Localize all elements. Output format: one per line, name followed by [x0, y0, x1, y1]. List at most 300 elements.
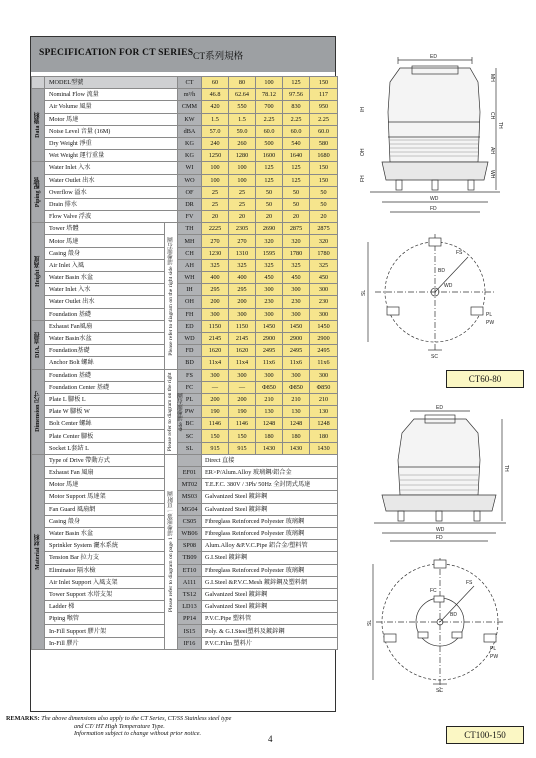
spec-row-unit: OH — [178, 296, 202, 308]
spec-row — [32, 186, 338, 198]
spec-row — [32, 125, 338, 137]
spec-value: 300 — [256, 284, 283, 296]
spec-value: 20 — [202, 211, 229, 223]
plan2-bd: BD — [450, 612, 457, 618]
spec-row — [32, 332, 338, 344]
spec-value: 100 — [229, 162, 256, 174]
spec-row — [32, 296, 338, 308]
spec-value: 300 — [202, 369, 229, 381]
ct100-elevation-diagram — [370, 405, 510, 545]
spec-row-label: Motor 馬達 — [45, 113, 178, 125]
note-right-side-text: Please refer to diagram on the right side 請參照右圖 — [167, 236, 174, 356]
dim-th-2: TH — [503, 465, 509, 472]
material-row-code: TS12 — [178, 588, 202, 600]
spec-value: 300 — [310, 284, 338, 296]
material-row-code: A111 — [178, 576, 202, 588]
dim-fd-2: FD — [436, 535, 443, 541]
spec-value: 50 — [256, 198, 283, 210]
spec-value: 11x6 — [310, 357, 338, 369]
plan2-sl: SL — [367, 619, 373, 626]
ct60-plan-diagram — [360, 232, 510, 362]
spec-row-unit: dBA — [178, 125, 202, 137]
spec-value: 100 — [202, 162, 229, 174]
material-row-label: Motor Support 馬達架 — [45, 491, 165, 503]
material-row — [32, 601, 338, 613]
spec-row-label: Water Inlet 入水 — [45, 162, 178, 174]
spec-value: 190 — [229, 406, 256, 418]
spec-row — [32, 259, 338, 271]
spec-value: 2875 — [310, 223, 338, 235]
material-row-label: Sprinkler System 灑水系統 — [45, 540, 165, 552]
spec-value: 1595 — [256, 247, 283, 259]
page-number: 4 — [268, 734, 273, 744]
spec-value: 325 — [310, 259, 338, 271]
material-row-label: Type of Drive 帶動方式 — [45, 454, 165, 466]
spec-value: 117 — [310, 89, 338, 101]
spec-row-label: Wet Weight 運行重量 — [45, 150, 178, 162]
spec-value: 100 — [229, 174, 256, 186]
material-row-label: Water Basin 水盆 — [45, 527, 165, 539]
spec-row — [32, 357, 338, 369]
dim-ed-top: ED — [430, 54, 437, 60]
spec-row-unit: FS — [178, 369, 202, 381]
material-row-value: T.E.F.C. 380V / 3Ph/ 50Hz 全封閉式馬達 — [202, 479, 338, 491]
data-group-category — [32, 89, 45, 162]
material-row-label: In-Fill Support 膠片架 — [45, 625, 165, 637]
dim-oh: OH — [360, 148, 366, 156]
spec-value: 78.12 — [256, 89, 283, 101]
height-group-category-text: Height 高度 — [34, 256, 41, 287]
material-row-code: MT02 — [178, 479, 202, 491]
spec-value: 1248 — [283, 418, 310, 430]
spec-value: 325 — [202, 259, 229, 271]
spec-value: 210 — [256, 393, 283, 405]
spec-value: 210 — [283, 393, 310, 405]
spec-value: 260 — [229, 137, 256, 149]
spec-value: 1600 — [256, 150, 283, 162]
material-row-value: ER>P/Alum.Alloy 玻璃鋼/鋁合金 — [202, 467, 338, 479]
material-row-value: Fibreglass Reinforced Polyester 玻璃鋼 — [202, 527, 338, 539]
spec-row-unit: FD — [178, 345, 202, 357]
material-row-value: P.V.C.Film 塑料片 — [202, 637, 338, 649]
spec-value: 57.0 — [202, 125, 229, 137]
spec-value: 190 — [202, 406, 229, 418]
spec-value: 700 — [256, 101, 283, 113]
spec-value: 270 — [202, 235, 229, 247]
material-row — [32, 540, 338, 552]
spec-value: 100 — [202, 174, 229, 186]
spec-row-label: Anchor Bolt 螺絲 — [45, 357, 165, 369]
remarks-block — [6, 715, 336, 738]
spec-row — [32, 113, 338, 125]
spec-value: 320 — [256, 235, 283, 247]
dia-group-category — [32, 320, 45, 369]
spec-value: 915 — [229, 442, 256, 454]
spec-value: 1230 — [202, 247, 229, 259]
material-row-code: EF01 — [178, 467, 202, 479]
spec-row-label: Overflow 溢水 — [45, 186, 178, 198]
spec-value: 1310 — [229, 247, 256, 259]
material-row — [32, 637, 338, 649]
spec-value: 950 — [310, 101, 338, 113]
material-row-value: Alum.Alloy &P.V.C.Pipe 鋁合金/塑料管 — [202, 540, 338, 552]
spec-value: 2900 — [310, 332, 338, 344]
spec-value: 20 — [310, 211, 338, 223]
model-label-ct60-80: CT60-80 — [446, 370, 524, 388]
spec-value: 300 — [229, 369, 256, 381]
material-row — [32, 576, 338, 588]
spec-value: 2145 — [202, 332, 229, 344]
spec-row-unit: WO — [178, 174, 202, 186]
model-value: 150 — [310, 77, 338, 89]
spec-value: 230 — [256, 296, 283, 308]
spec-value: 130 — [310, 406, 338, 418]
spec-value: 150 — [229, 430, 256, 442]
spec-header — [31, 37, 335, 72]
spec-table — [31, 76, 338, 650]
spec-value: 400 — [229, 272, 256, 284]
spec-row-unit: FC — [178, 381, 202, 393]
spec-value: 1150 — [229, 320, 256, 332]
spec-value: — — [229, 381, 256, 393]
spec-value: 1280 — [229, 150, 256, 162]
material-row-label: Eliminator 隔水檢 — [45, 564, 165, 576]
spec-value: 200 — [229, 296, 256, 308]
material-row-label: In-Fill 膠片 — [45, 637, 165, 649]
spec-value: 2690 — [256, 223, 283, 235]
plan2-fs: FS — [466, 580, 473, 586]
dimension-group-category — [32, 369, 45, 454]
spec-row-label: Plate Center 腳板 — [45, 430, 165, 442]
spec-row-label: Bolt Center 螺絲 — [45, 418, 165, 430]
material-row — [32, 454, 338, 466]
spec-row-unit: KW — [178, 113, 202, 125]
material-row-value: Poly. & G.I.Steel塑料及鍍鋅鋼 — [202, 625, 338, 637]
material-row — [32, 613, 338, 625]
spec-value: 50 — [256, 186, 283, 198]
spec-value: 1250 — [202, 150, 229, 162]
dim-fd: FD — [430, 206, 437, 212]
model-value: 100 — [256, 77, 283, 89]
spec-row-unit: m³/h — [178, 89, 202, 101]
spec-value: 1620 — [229, 345, 256, 357]
note-page-1 — [165, 454, 178, 649]
spec-value: 320 — [310, 235, 338, 247]
spec-row-unit: CMM — [178, 101, 202, 113]
spec-row — [32, 272, 338, 284]
model-row-spacer — [32, 77, 45, 89]
spec-value: 25 — [229, 198, 256, 210]
material-row — [32, 479, 338, 491]
plan-fs: FS — [456, 250, 463, 256]
material-row-label: Casing 殼身 — [45, 515, 165, 527]
model-value: 125 — [283, 77, 310, 89]
material-row-code: ET10 — [178, 564, 202, 576]
ct100-plan-diagram — [367, 552, 510, 707]
model-value: 80 — [229, 77, 256, 89]
spec-value: 2495 — [256, 345, 283, 357]
dim-wd-2: WD — [436, 527, 445, 533]
spec-value: 420 — [202, 101, 229, 113]
spec-row-label: Water Basin水盆 — [45, 332, 165, 344]
spec-row-label: Water Outlet 出水 — [45, 296, 165, 308]
plan-wd: WD — [444, 283, 453, 289]
spec-value: 180 — [310, 430, 338, 442]
spec-value: 1.5 — [229, 113, 256, 125]
spec-value: 60.0 — [310, 125, 338, 137]
spec-value: 300 — [202, 308, 229, 320]
spec-value: 2305 — [229, 223, 256, 235]
spec-value: 2875 — [283, 223, 310, 235]
material-row-value: P.V.C.Pipe 塑料管 — [202, 613, 338, 625]
spec-value: 25 — [229, 186, 256, 198]
spec-value: 1680 — [310, 150, 338, 162]
spec-row-label: Foundation 基礎 — [45, 369, 165, 381]
spec-value: 2145 — [229, 332, 256, 344]
spec-value: 125 — [283, 174, 310, 186]
model-row — [32, 77, 338, 89]
spec-row-label: Exhaust Fan風扇 — [45, 320, 165, 332]
dimension-group-category-text: Dimension 尺寸 — [34, 391, 41, 433]
dim-th: TH — [497, 122, 503, 129]
spec-value: 450 — [283, 272, 310, 284]
model-row-unit: CT — [178, 77, 202, 89]
spec-value: 300 — [283, 308, 310, 320]
material-row-code: SP08 — [178, 540, 202, 552]
plan-pl: PL — [486, 312, 493, 318]
spec-value: Φ850 — [283, 381, 310, 393]
spec-value: 180 — [283, 430, 310, 442]
spec-value: 320 — [283, 235, 310, 247]
material-row — [32, 491, 338, 503]
material-row-value: G.I.Steel 鍍鋅鋼 — [202, 552, 338, 564]
plan-sc: SC — [431, 354, 438, 360]
dim-ed-2: ED — [436, 405, 443, 411]
spec-table-panel — [30, 36, 336, 712]
spec-value: 450 — [256, 272, 283, 284]
plan2-pl: PL — [490, 646, 497, 652]
spec-row-label: Socket L套結 L — [45, 442, 165, 454]
spec-value: 200 — [202, 296, 229, 308]
spec-value: 200 — [229, 393, 256, 405]
spec-row-unit: IH — [178, 284, 202, 296]
spec-value: 150 — [310, 162, 338, 174]
material-row — [32, 527, 338, 539]
spec-row-unit: DR — [178, 198, 202, 210]
spec-value: 97.56 — [283, 89, 310, 101]
material-row-value: Direct 直接 — [202, 454, 338, 466]
spec-value: 300 — [283, 284, 310, 296]
spec-row-unit: FV — [178, 211, 202, 223]
spec-row-unit: SL — [178, 442, 202, 454]
remarks-label: REMARKS: — [6, 715, 40, 722]
material-row-label: Ladder 梯 — [45, 601, 165, 613]
spec-row-unit: OF — [178, 186, 202, 198]
spec-value: 300 — [310, 308, 338, 320]
spec-value: 1146 — [229, 418, 256, 430]
material-row-value: Galvanized Steel 鍍鋅鋼 — [202, 503, 338, 515]
spec-row — [32, 174, 338, 186]
remarks-line-2: and CT/ HT High Temperature Type. — [74, 722, 165, 730]
material-row-code: WB06 — [178, 527, 202, 539]
ct60-elevation-diagram — [360, 52, 510, 222]
spec-value: 1.5 — [202, 113, 229, 125]
spec-value: 2495 — [283, 345, 310, 357]
plan-sl: SL — [361, 289, 367, 296]
material-category-text: Material 材料 — [34, 533, 41, 570]
spec-value: 1450 — [256, 320, 283, 332]
material-row-value: Galvanized Steel 鍍鋅鋼 — [202, 491, 338, 503]
spec-row-unit: KG — [178, 137, 202, 149]
spec-value: 1146 — [202, 418, 229, 430]
spec-value: 1780 — [310, 247, 338, 259]
spec-value: 1430 — [256, 442, 283, 454]
spec-value: — — [202, 381, 229, 393]
spec-value: 325 — [256, 259, 283, 271]
height-group-category — [32, 223, 45, 321]
spec-row — [32, 369, 338, 381]
spec-value: 1430 — [283, 442, 310, 454]
note-page-1-text: Please refer to diagram on page 1 請參照第一頁附圖 — [167, 491, 174, 613]
spec-value: Φ850 — [256, 381, 283, 393]
spec-row-unit: WI — [178, 162, 202, 174]
material-row — [32, 588, 338, 600]
note-right-side — [165, 223, 178, 369]
spec-value: 50 — [283, 186, 310, 198]
material-row-value: Fibreglass Reinforced Polyester 玻璃鋼 — [202, 564, 338, 576]
spec-row-label: Air Volume 風量 — [45, 101, 178, 113]
spec-value: 2900 — [283, 332, 310, 344]
material-row-code: CS05 — [178, 515, 202, 527]
spec-value: 450 — [310, 272, 338, 284]
spec-row-unit: FH — [178, 308, 202, 320]
spec-value: 1248 — [256, 418, 283, 430]
spec-value: 2225 — [202, 223, 229, 235]
spec-value: 20 — [283, 211, 310, 223]
spec-value: 1450 — [283, 320, 310, 332]
spec-row-label: Foundation 基礎 — [45, 308, 165, 320]
material-row — [32, 552, 338, 564]
spec-row-label: Noise Level 音量 (16M) — [45, 125, 178, 137]
spec-row-label: Foundation Center 基礎 — [45, 381, 165, 393]
spec-row-label: Nominal Flow 流量 — [45, 89, 178, 101]
spec-row — [32, 137, 338, 149]
spec-value: 295 — [229, 284, 256, 296]
spec-value: 2900 — [256, 332, 283, 344]
dim-ch: CH — [489, 112, 495, 120]
spec-title-en: SPECIFICATION FOR CT SERIES — [39, 48, 194, 58]
spec-value: 1620 — [202, 345, 229, 357]
dim-ah: AH — [489, 147, 495, 154]
spec-value: 1150 — [202, 320, 229, 332]
spec-value: 540 — [283, 137, 310, 149]
spec-value: 915 — [202, 442, 229, 454]
material-row — [32, 625, 338, 637]
spec-value: 500 — [256, 137, 283, 149]
spec-row — [32, 284, 338, 296]
spec-value: 60.0 — [256, 125, 283, 137]
spec-row-unit: PL — [178, 393, 202, 405]
spec-value: Φ850 — [310, 381, 338, 393]
spec-value: 325 — [283, 259, 310, 271]
spec-value: 50 — [283, 198, 310, 210]
spec-row-label: Motor 馬達 — [45, 235, 165, 247]
spec-value: 210 — [310, 393, 338, 405]
spec-row-label: Foundation基礎 — [45, 345, 165, 357]
spec-value: 2495 — [310, 345, 338, 357]
spec-row — [32, 235, 338, 247]
remarks-line-1: The above dimensions also apply to the CT Series, CT/SS Stainless steel type — [41, 715, 232, 722]
spec-row-unit: WH — [178, 272, 202, 284]
spec-row-unit: KG — [178, 150, 202, 162]
spec-value: 580 — [310, 137, 338, 149]
spec-value: 270 — [229, 235, 256, 247]
note-right-side-2-text: Please refer to diagram on the right side 請參照右圖 — [167, 372, 184, 452]
dim-wh: WH — [489, 170, 495, 179]
spec-value: 125 — [256, 162, 283, 174]
material-row-label: Exhaust Fan 風扇 — [45, 467, 165, 479]
spec-value: 230 — [310, 296, 338, 308]
material-row — [32, 515, 338, 527]
piping-group-category-text: Piping 配管 — [34, 177, 41, 208]
material-row-code: MG04 — [178, 503, 202, 515]
spec-row — [32, 150, 338, 162]
spec-value: 1430 — [310, 442, 338, 454]
material-row-label: Motor 馬達 — [45, 479, 165, 491]
spec-value: 300 — [256, 369, 283, 381]
spec-value: 46.8 — [202, 89, 229, 101]
spec-value: 50 — [310, 186, 338, 198]
spec-row-label: Drain 排水 — [45, 198, 178, 210]
spec-value: 62.64 — [229, 89, 256, 101]
spec-row — [32, 320, 338, 332]
material-row-value: Fibreglass Reinforced Polyester 玻璃鋼 — [202, 515, 338, 527]
material-row-code: IF16 — [178, 637, 202, 649]
spec-value: 300 — [310, 369, 338, 381]
spec-row-unit: CH — [178, 247, 202, 259]
spec-value: 2.25 — [283, 113, 310, 125]
model-label-ct100-150: CT100-150 — [446, 726, 524, 744]
spec-value: 830 — [283, 101, 310, 113]
remarks-line-3: Information subject to change without prior notice. — [74, 730, 202, 738]
spec-row — [32, 211, 338, 223]
material-row-label: Air Inlet Support 入風支架 — [45, 576, 165, 588]
spec-value: 300 — [283, 369, 310, 381]
material-row-code: TB09 — [178, 552, 202, 564]
plan2-fc: FC — [430, 588, 437, 594]
spec-row-label: Plate W 腳板 W — [45, 406, 165, 418]
spec-row-unit: SC — [178, 430, 202, 442]
material-row — [32, 467, 338, 479]
spec-value: 150 — [310, 174, 338, 186]
material-row-value: G.I.Steel &P.V.C.Mesh 鍍鋅鋼及塑料網 — [202, 576, 338, 588]
spec-value: 11x4 — [202, 357, 229, 369]
plan2-pw: PW — [490, 654, 499, 660]
material-category — [32, 454, 45, 649]
spec-row — [32, 162, 338, 174]
spec-row-label: Plate L 腳板 L — [45, 393, 165, 405]
spec-row-label: Tower 塔體 — [45, 223, 165, 235]
spec-value: 295 — [202, 284, 229, 296]
material-row — [32, 503, 338, 515]
spec-row-unit: TH — [178, 223, 202, 235]
spec-row — [32, 247, 338, 259]
spec-row — [32, 89, 338, 101]
spec-value: 25 — [202, 186, 229, 198]
spec-value: 400 — [202, 272, 229, 284]
spec-row-label: Water Basin 水盆 — [45, 272, 165, 284]
material-row-code: LD13 — [178, 601, 202, 613]
